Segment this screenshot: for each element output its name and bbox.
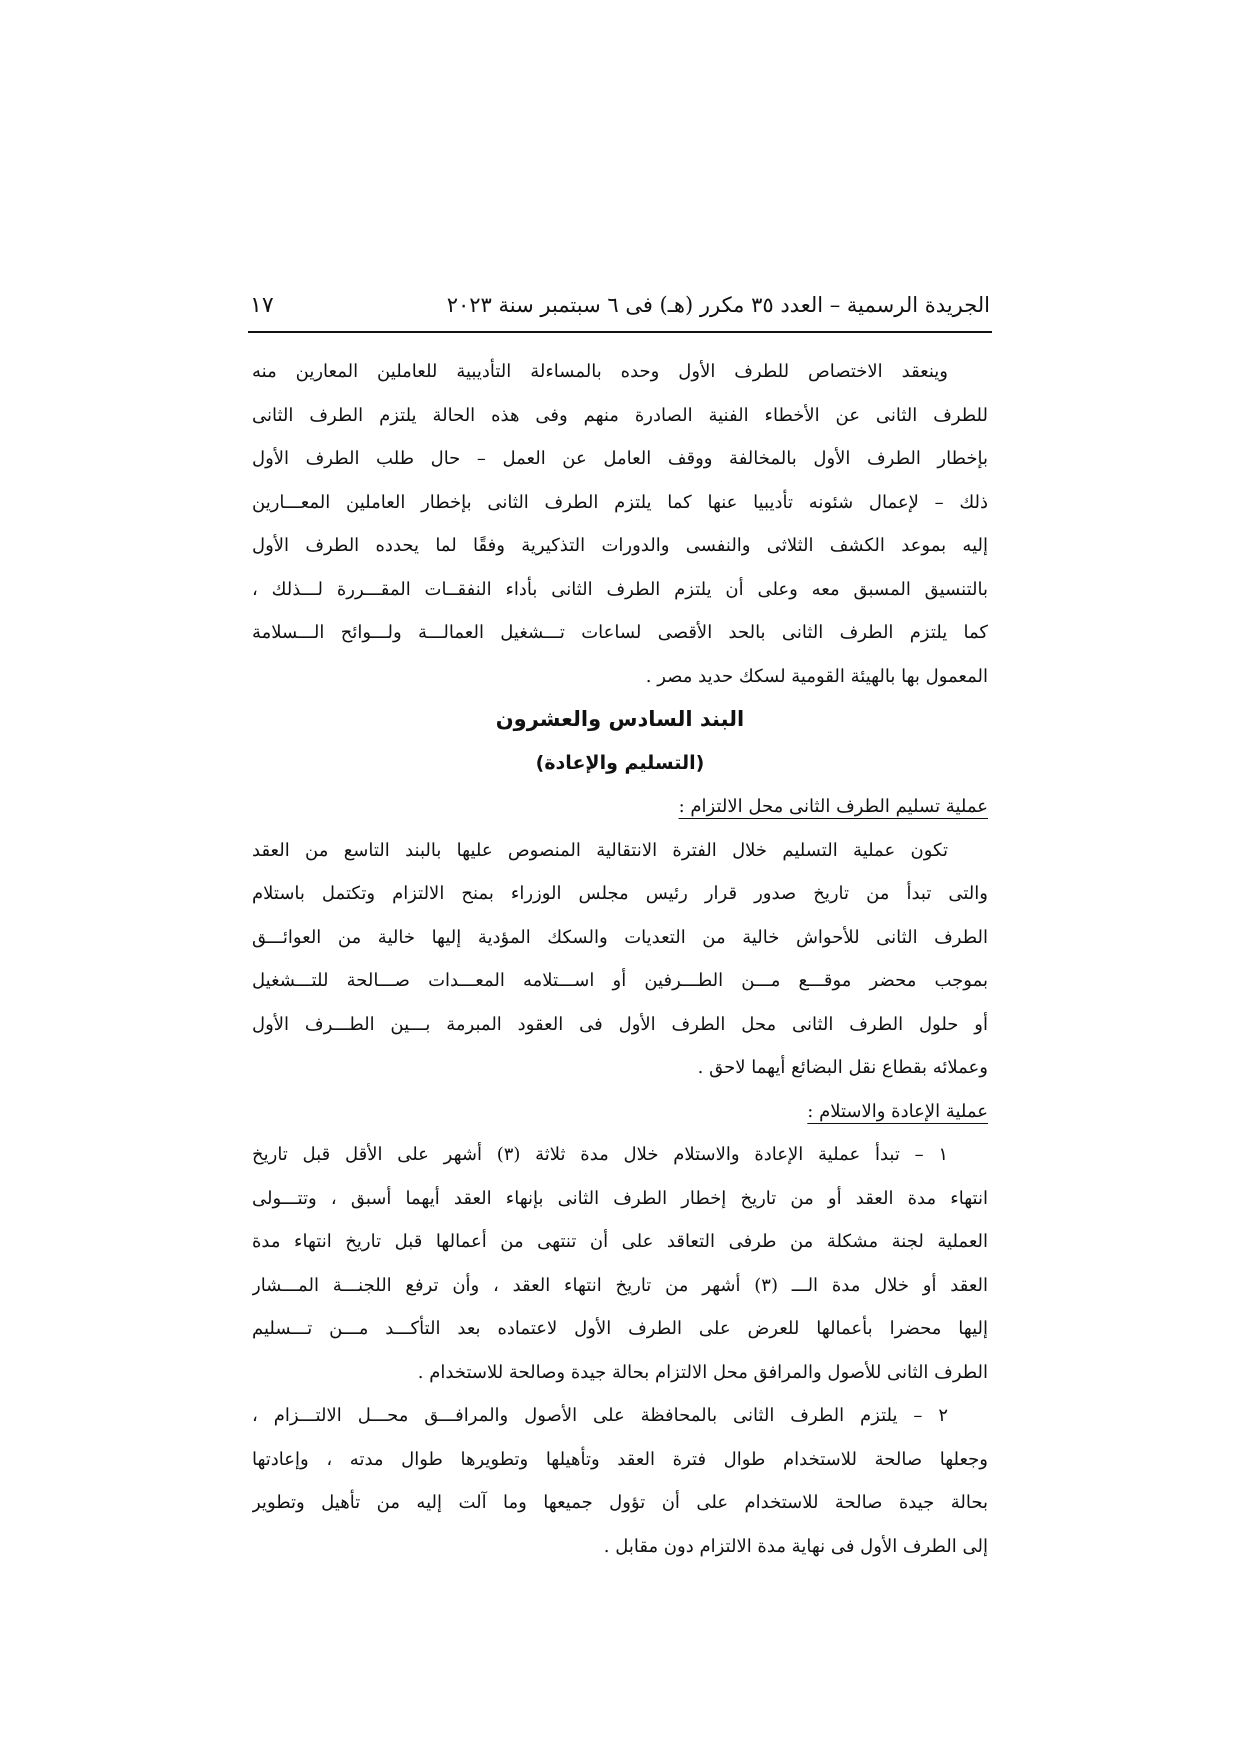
paragraph-return-2 [252, 1394, 988, 1568]
text-line: والتى تبدأ من تاريخ صدور قرار رئيس مجلس الوزراء بمنح الالتزام وتكتمل باستلام [252, 883, 988, 904]
text-line: أو حلول الطرف الثانى محل الطرف الأول فى العقود المبرمة بـــين الطـــرف الأول [252, 1013, 988, 1035]
text-line: المعمول بها بالهيئة القومية لسكك حديد مصر . [645, 665, 988, 687]
text-line: الطرف الثانى للأصول والمرافق محل الالتزام بحالة جيدة وصالحة للاستخدام . [417, 1361, 988, 1383]
text-line: إليها محضرا بأعمالها للعرض على الطرف الأول لاعتماده بعد التأكـــد مـــن تـــسليم [252, 1318, 988, 1339]
gazette-title: الجريدة الرسمية – العدد ٣٥ مكرر (هـ) فى ٦ سبتمبر سنة ٢٠٢٣ [446, 293, 990, 317]
text-line: ذلك – لإعمال شئونه تأديبيا عنها كما يلتزم الطرف الثانى بإخطار العاملين المعـــارين [252, 491, 988, 513]
text-line: ٢ – يلتزم الطرف الثانى بالمحافظة على الأصول والمرافـــق محـــل الالتـــزام ، [252, 1405, 948, 1426]
text-line: للطرف الثانى عن الأخطاء الفنية الصادرة منهم وفى هذه الحالة يلتزم الطرف الثانى [252, 404, 988, 426]
document-body [252, 350, 988, 1568]
paragraph-delivery [252, 829, 988, 1090]
subheading-delivery-text: عملية تسليم الطرف الثانى محل الالتزام : [678, 796, 988, 817]
text-line: وعملائه بقطاع نقل البضائع أيهما لاحق . [697, 1057, 988, 1078]
text-line: تكون عملية التسليم خلال الفترة الانتقالية المنصوص عليها بالبند التاسع من العقد [252, 839, 948, 861]
text-line: انتهاء مدة العقد أو من تاريخ إخطار الطرف الثانى بإنهاء العقد أيهما أسبق ، وتتـــولى [252, 1187, 988, 1209]
text-line: ١ – تبدأ عملية الإعادة والاستلام خلال مدة ثلاثة (٣) أشهر على الأقل قبل تاريخ [252, 1144, 948, 1165]
page-header [250, 283, 990, 327]
header-rule [248, 331, 992, 333]
text-line: الطرف الثانى للأحواش خالية من التعديات والسكك المؤدية إليها خالية من العوائـــق [252, 926, 988, 948]
text-line: بحالة جيدة صالحة للاستخدام على أن تؤول جميعها وما آلت إليه من تأهيل وتطوير [252, 1492, 988, 1513]
text-line: بإخطار الطرف الأول بالمخالفة ووقف العامل عن العمل – حال طلب الطرف الأول [252, 448, 988, 469]
text-line: إليه بموعد الكشف الثلاثى والنفسى والدورات التذكيرية وفقًا لما يحدده الطرف الأول [252, 535, 988, 556]
section-title: البند السادس والعشرون [495, 707, 745, 731]
text-line: وينعقد الاختصاص للطرف الأول وحده بالمساءلة التأديبية للعاملين المعارين منه [252, 361, 948, 382]
subheading-return [252, 1090, 988, 1134]
subheading-return-text: عملية الإعادة والاستلام : [807, 1100, 988, 1122]
page-number: ١٧ [250, 292, 274, 318]
text-line: وجعلها صالحة للاستخدام طوال فترة العقد وتأهيلها وتطويرها طوال مدته ، وإعادتها [252, 1448, 988, 1470]
text-line: كما يلتزم الطرف الثانى بالحد الأقصى لساعات تـــشغيل العمالـــة ولـــوائح الـــسلامة [252, 622, 988, 643]
subheading-delivery [252, 785, 988, 829]
paragraph-return-1 [252, 1133, 988, 1394]
text-line: العقد أو خلال مدة الـــ (٣) أشهر من تاريخ انتهاء العقد ، وأن ترفع اللجنـــة المـــشار [252, 1274, 988, 1296]
text-line: العملية لجنة مشكلة من طرفى التعاقد على أن تنتهى من أعمالها قبل تاريخ انتهاء مدة [252, 1231, 988, 1252]
text-line: إلى الطرف الأول فى نهاية مدة الالتزام دون مقابل . [603, 1535, 988, 1557]
paragraph-jurisdiction [252, 350, 988, 698]
section-subtitle: (التسليم والإعادة) [535, 751, 705, 774]
text-line: بموجب محضر موقـــع مـــن الطـــرفين أو اســـتلامه المعـــدات صـــالحة للتـــشغيل [252, 970, 988, 991]
text-line: بالتنسيق المسبق معه وعلى أن يلتزم الطرف الثانى بأداء النفقــات المقـــررة لـــذلك ، [252, 578, 988, 600]
